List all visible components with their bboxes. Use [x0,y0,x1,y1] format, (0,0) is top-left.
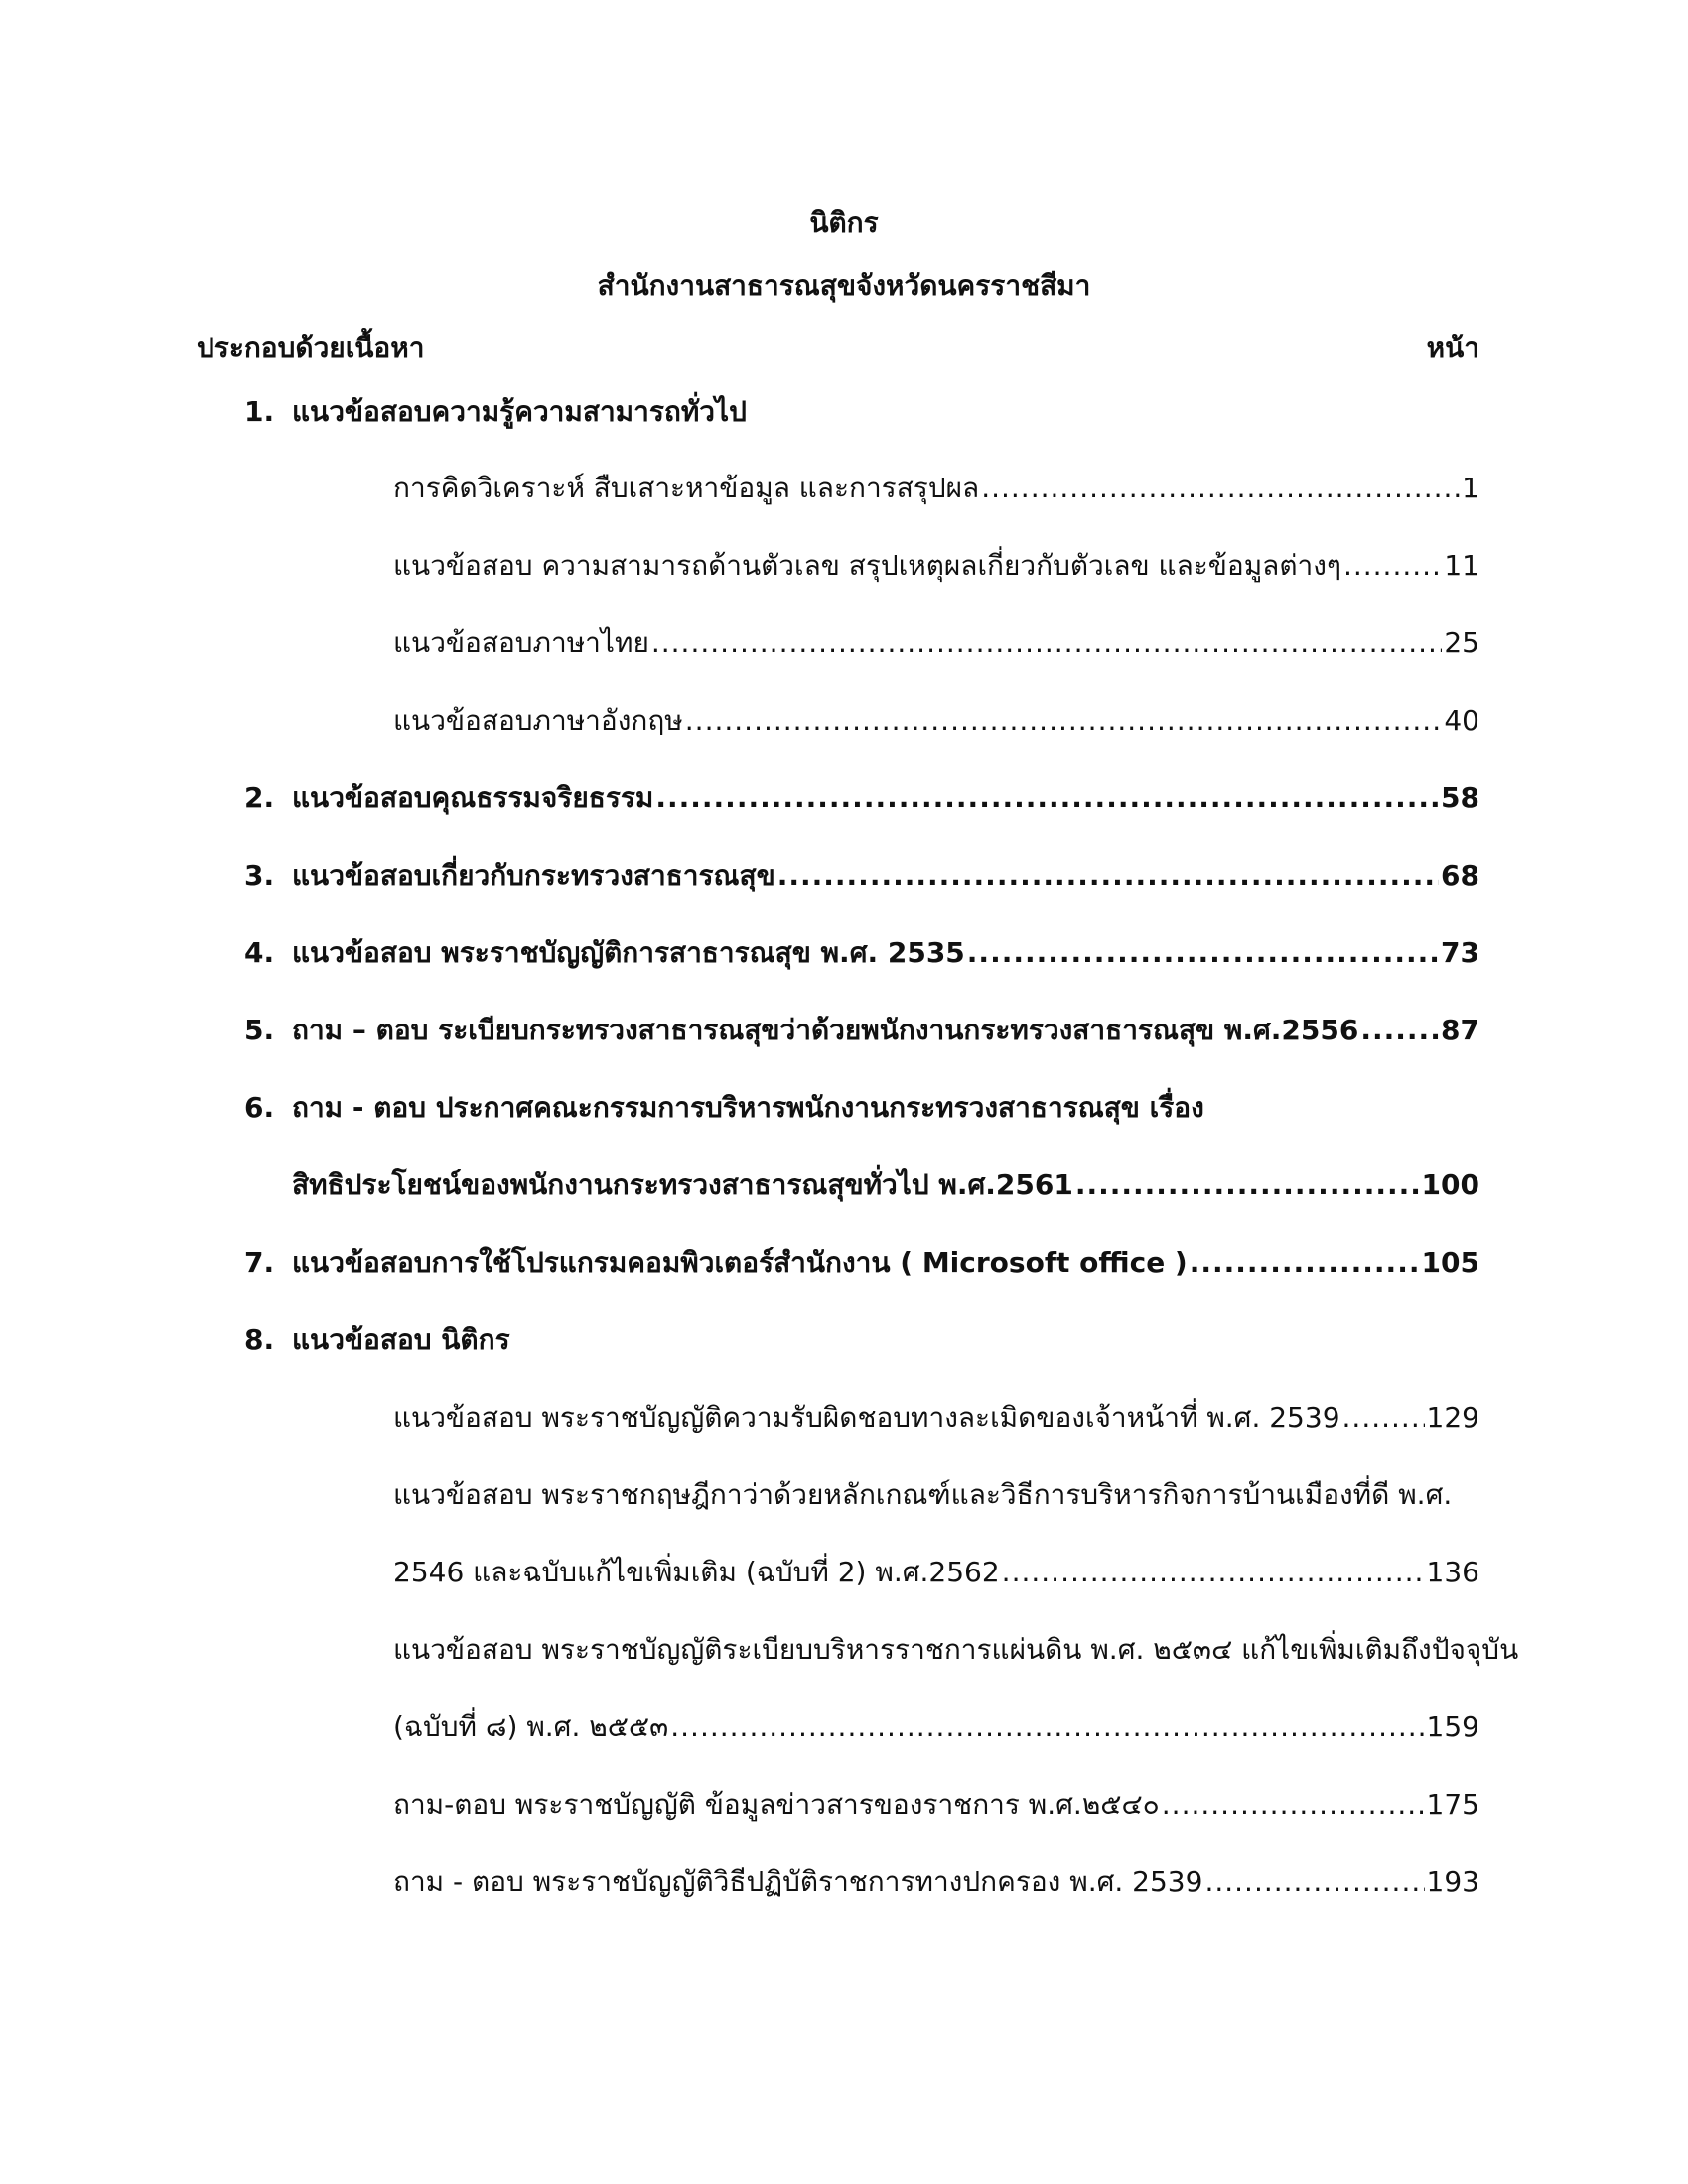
toc-item-title-continued: (ฉบับที่ ๘) พ.ศ. ๒๕๕๓ [393,1710,669,1743]
toc-item [393,546,1479,586]
toc-page-number: 1 [1462,472,1479,504]
dot-leader [967,933,1439,973]
toc-section-title: แนวข้อสอบการใช้โปรแกรมคอมพิวเตอร์สำนักงาน ( Microsoft office ) [292,1246,1188,1279]
toc-page-number: 100 [1421,1168,1479,1201]
toc-section-title: ถาม - ตอบ ประกาศคณะกรรมการบริหารพนักงานกระทรวงสาธารณสุข เรื่อง [292,1091,1204,1124]
toc-item-title-continued: 2546 และฉบับแก้ไขเพิ่มเติม (ฉบับที่ 2) พ.ศ.2562 [393,1556,1000,1588]
toc-section-number: 3. [244,859,275,891]
dot-leader [1343,546,1442,586]
toc-item-title: แนวข้อสอบภาษาไทย [393,626,649,659]
toc-section-8 [244,1320,1479,1360]
toc-section-number: 2. [244,781,275,814]
toc-item-title: ถาม - ตอบ พระราชบัญญัติวิธีปฏิบัติราชการทางปกครอง พ.ศ. 2539 [393,1865,1203,1898]
toc-section-title-continued: สิทธิประโยชน์ของพนักงานกระทรวงสาธารณสุขทั่วไป พ.ศ.2561 [292,1168,1073,1201]
toc-page-number: 68 [1441,859,1479,891]
toc-page-number: 193 [1426,1865,1479,1898]
toc-item [393,623,1479,663]
toc-section-title: แนวข้อสอบ พระราชบัญญัติการสาธารณสุข พ.ศ. 2535 [292,936,965,969]
dot-leader [1342,1398,1425,1437]
dot-leader [981,469,1460,508]
toc-section-title: แนวข้อสอบความรู้ความสามารถทั่วไป [292,395,747,428]
toc-section-title: แนวข้อสอบคุณธรรมจริยธรรม [292,781,654,814]
toc-section-title: แนวข้อสอบเกี่ยวกับกระทรวงสาธารณสุข [292,859,775,891]
toc-page-number: 87 [1441,1014,1479,1046]
toc-section-4 [244,933,1479,973]
toc-section-6 [244,1088,1479,1128]
dot-leader [1075,1165,1420,1205]
toc-section-number: 5. [244,1014,275,1046]
dot-leader [1204,1862,1424,1902]
toc-item-title: แนวข้อสอบ พระราชกฤษฎีกาว่าด้วยหลักเกณฑ์และวิธีการบริหารกิจการบ้านเมืองที่ดี พ.ศ. [393,1478,1453,1511]
toc-item-title: แนวข้อสอบ ความสามารถด้านตัวเลข สรุปเหตุผลเกี่ยวกับตัวเลข และข้อมูลต่างๆ [393,549,1341,582]
toc-section-title: แนวข้อสอบ นิติกร [292,1323,510,1356]
dot-leader [1002,1553,1425,1592]
toc-page-number: 159 [1426,1710,1479,1743]
toc-section-6-continued [292,1165,1479,1205]
dot-leader [670,1707,1424,1747]
toc-item [393,469,1479,508]
toc-section-2 [244,778,1479,818]
toc-section-1 [244,392,1476,432]
toc-page-number: 40 [1444,704,1479,737]
page-subtitle: สำนักงานสาธารณสุขจังหวัดนครราชสีมา [597,269,1091,302]
toc-page-number: 129 [1426,1401,1479,1433]
toc-item-title: การคิดวิเคราะห์ สืบเสาะหาข้อมูล และการสรุปผล [393,472,980,504]
dot-leader [655,778,1439,818]
toc-section-5 [244,1011,1479,1050]
toc-section-number: 7. [244,1246,275,1279]
toc-section-number: 1. [244,395,275,428]
toc-item [393,1553,1479,1592]
toc-section-number: 4. [244,936,275,969]
toc-item [393,1707,1479,1747]
dot-leader [1360,1011,1439,1050]
contents-label: ประกอบด้วยเนื้อหา [197,332,425,364]
toc-page-number: 58 [1441,781,1479,814]
page-column-label: หน้า [1426,332,1479,364]
toc-page-number: 136 [1426,1556,1479,1588]
toc-item [393,1785,1479,1825]
toc-section-number: 8. [244,1323,275,1356]
toc-section-7 [244,1243,1479,1283]
toc-item [393,1862,1479,1902]
toc-item-title: ถาม-ตอบ พระราชบัญญัติ ข้อมูลข่าวสารของราชการ พ.ศ.๒๕๔๐ [393,1788,1160,1821]
dot-leader [685,701,1443,741]
toc-section-title: ถาม – ตอบ ระเบียบกระทรวงสาธารณสุขว่าด้วยพนักงานกระทรวงสาธารณสุข พ.ศ.2556 [292,1014,1359,1046]
dot-leader [651,623,1443,663]
dot-leader [1162,1785,1425,1825]
toc-page-number: 11 [1444,549,1479,582]
toc-item [393,1398,1479,1437]
toc-item [393,701,1479,741]
toc-item-title: แนวข้อสอบ พระราชบัญญัติความรับผิดชอบทางละเมิดของเจ้าหน้าที่ พ.ศ. 2539 [393,1401,1340,1433]
dot-leader [1190,1243,1420,1283]
dot-leader [777,856,1439,895]
toc-section-3 [244,856,1479,895]
toc-page-number: 175 [1426,1788,1479,1821]
toc-page-number: 105 [1421,1246,1479,1279]
page-title: นิติกร [809,206,879,239]
toc-page-number: 25 [1444,626,1479,659]
toc-item-title: แนวข้อสอบภาษาอังกฤษ [393,704,683,737]
toc-page-number: 73 [1441,936,1479,969]
toc-item-title: แนวข้อสอบ พระราชบัญญัติระเบียบบริหารราชการแผ่นดิน พ.ศ. ๒๕๓๔ แก้ไขเพิ่มเติมถึงปัจจุบัน [393,1633,1519,1666]
toc-section-number: 6. [244,1091,275,1124]
